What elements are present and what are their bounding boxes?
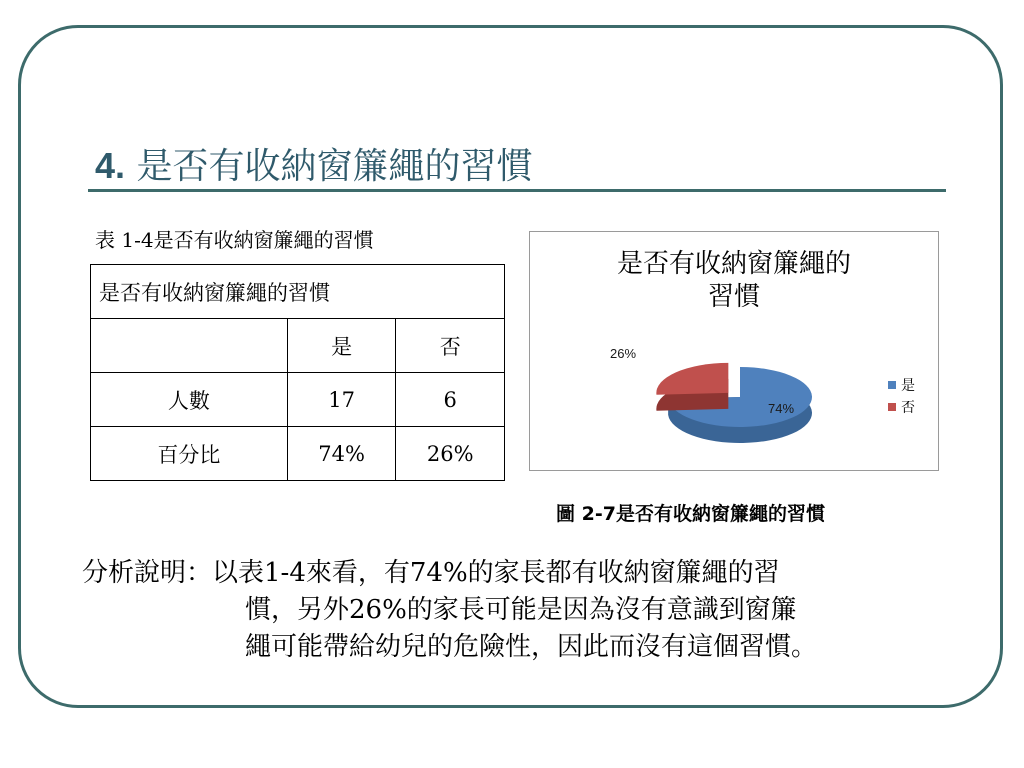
analysis-line-1: 分析說明：以表1-4來看，有74%的家長都有收納窗簾繩的習	[82, 558, 780, 588]
table-caption: 表 1-4是否有收納窗簾繩的習慣	[95, 228, 374, 252]
table-cell: 6	[396, 373, 505, 427]
table-cell: 26%	[396, 427, 505, 481]
legend-label-no: 否	[901, 400, 915, 416]
chart-title-line2: 習慣	[707, 282, 760, 312]
legend-label-yes: 是	[901, 378, 915, 394]
slide-title-text: 是否有收納窗簾繩的習慣	[136, 146, 533, 187]
analysis-line-2: 慣，另外26%的家長可能是因為沒有意識到窗簾	[245, 595, 797, 625]
legend-item-no	[888, 396, 915, 418]
analysis-text	[82, 555, 817, 666]
table-cell: 74%	[287, 427, 396, 481]
table-cell: 否	[396, 319, 505, 373]
data-label-yes: 74%	[768, 401, 795, 416]
data-table	[90, 264, 505, 481]
legend-item-yes	[888, 374, 915, 396]
table-cell	[91, 319, 288, 373]
table-cell: 是	[287, 319, 396, 373]
chart-title-line1: 是否有收納窗簾繩的	[616, 249, 851, 279]
table-row	[91, 373, 505, 427]
pie-chart	[529, 231, 939, 471]
legend-swatch-yes	[888, 381, 896, 389]
table-cell: 17	[287, 373, 396, 427]
data-label-no: 26%	[610, 346, 637, 361]
slide-title-number: 4.	[95, 145, 126, 186]
chart-legend	[888, 374, 915, 418]
figure-caption: 圖 2-7是否有收納窗簾繩的習慣	[556, 503, 825, 525]
table-header-row	[91, 265, 505, 319]
legend-swatch-no	[888, 403, 896, 411]
slide-title	[95, 138, 533, 189]
title-divider	[88, 189, 946, 192]
table-row	[91, 427, 505, 481]
table-header-cell: 是否有收納窗簾繩的習慣	[91, 265, 505, 319]
table-row	[91, 319, 505, 373]
analysis-line-3: 繩可能帶給幼兒的危險性，因此而沒有這個習慣。	[245, 632, 818, 662]
pie-plot-area	[530, 232, 938, 470]
table-cell: 人數	[91, 373, 288, 427]
table-cell: 百分比	[91, 427, 288, 481]
pie-slice-否	[656, 363, 728, 395]
